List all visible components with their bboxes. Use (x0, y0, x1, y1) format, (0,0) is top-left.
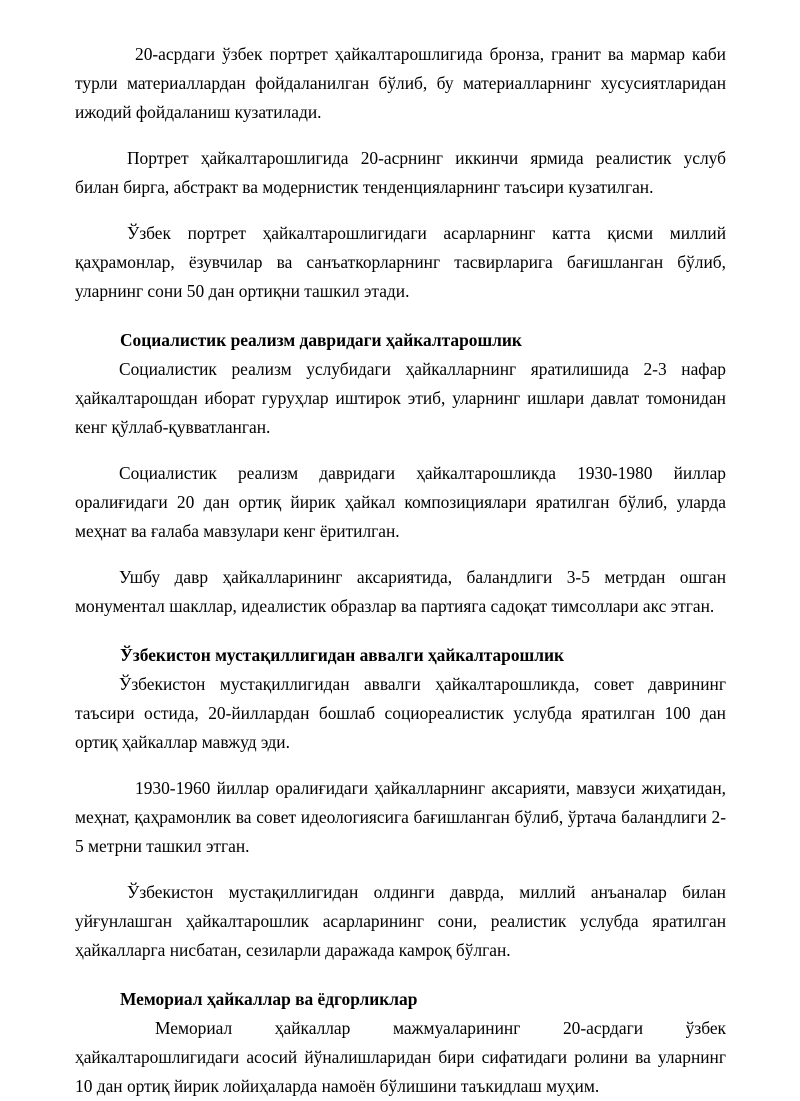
paragraph-memorial-complexes: Мемориал ҳайкаллар мажмуаларининг 20-асрдаги ўзбек ҳайкалтарошлигидаги асосий йўналишларидан бири сифатидаги ролини ва уларнинг 10 дан ортиқ йирик лойиҳаларда намоён бўлишини таъкидлаш муҳим. (75, 1018, 726, 1096)
paragraph-monumental-forms: Ушбу давр ҳайкалларининг аксариятида, баландлиги 3-5 метрдан ошган монументал шакллар, идеалистик образлар ва партияга садоқат тимсоллари акс этган. (75, 567, 726, 616)
paragraph-soviet-influence: Ўзбекистон мустақиллигидан аввалги ҳайкалтарошликда, совет даврининг таъсири остида, 20-йиллардан бошлаб социореалистик услубда яратилган 100 дан ортиқ ҳайкаллар мавжуд эди. (75, 674, 726, 752)
document-page (75, 40, 726, 1101)
paragraph-bronze-granite: 20-асрдаги ўзбек портрет ҳайкалтарошлигида бронза, гранит ва мармар каби турли материаллардан фойдаланилган бўлиб, бу материалларнинг хусусиятларидан ижодий фойдаланиш кузатилади. (75, 44, 726, 122)
paragraph-realist-abstract: Портрет ҳайкалтарошлигида 20-асрнинг иккинчи ярмида реалистик услуб билан бирга, абстракт ва модернистик тенденцияларнинг таъсири кузатилган. (75, 148, 726, 197)
paragraph-national-traditions: Ўзбекистон мустақиллигидан олдинги даврда, миллий анъаналар билан уйғунлашган ҳайкалтарошлик асарларининг сони, реалистик услубда яратилган ҳайкалларга нисбатан, сезиларли даражада камроқ бўлган. (75, 882, 726, 960)
paragraph-1930-1960-themes: 1930-1960 йиллар оралиғидаги ҳайкалларнинг аксарияти, мавзуси жиҳатидан, меҳнат, қаҳрамонлик ва совет идеологиясига бағишланган бўлиб, ўртача баландлиги 2-5 метрни ташкил этган. (75, 778, 726, 856)
paragraph-1930-1980-compositions: Социалистик реализм давридаги ҳайкалтарошликда 1930-1980 йиллар оралиғидаги 20 дан ортиқ йирик ҳайкал композициялари яратилган бўлиб, уларда меҳнат ва ғалаба мавзулари кенг ёритилган. (75, 463, 726, 541)
section-heading-memorials: Мемориал ҳайкаллар ва ёдгорликлар (120, 989, 418, 1009)
section-heading-pre-independence: Ўзбекистон мустақиллигидан аввалги ҳайкалтарошлик (120, 645, 565, 665)
paragraph-sculptor-groups: Социалистик реализм услубидаги ҳайкалларнинг яратилишида 2-3 нафар ҳайкалтарошдан иборат гуруҳлар иштирок этиб, уларнинг ишлари давлат томонидан кенг қўллаб-қувватланган. (75, 359, 726, 437)
section-heading-socialist-realism: Социалистик реализм давридаги ҳайкалтарошлик (120, 330, 522, 350)
paragraph-national-heroes: Ўзбек портрет ҳайкалтарошлигидаги асарларнинг катта қисми миллий қаҳрамонлар, ёзувчилар ва санъаткорларнинг тасвирларига бағишланган бўлиб, уларнинг сони 50 дан ортиқни ташкил этади. (75, 223, 726, 301)
